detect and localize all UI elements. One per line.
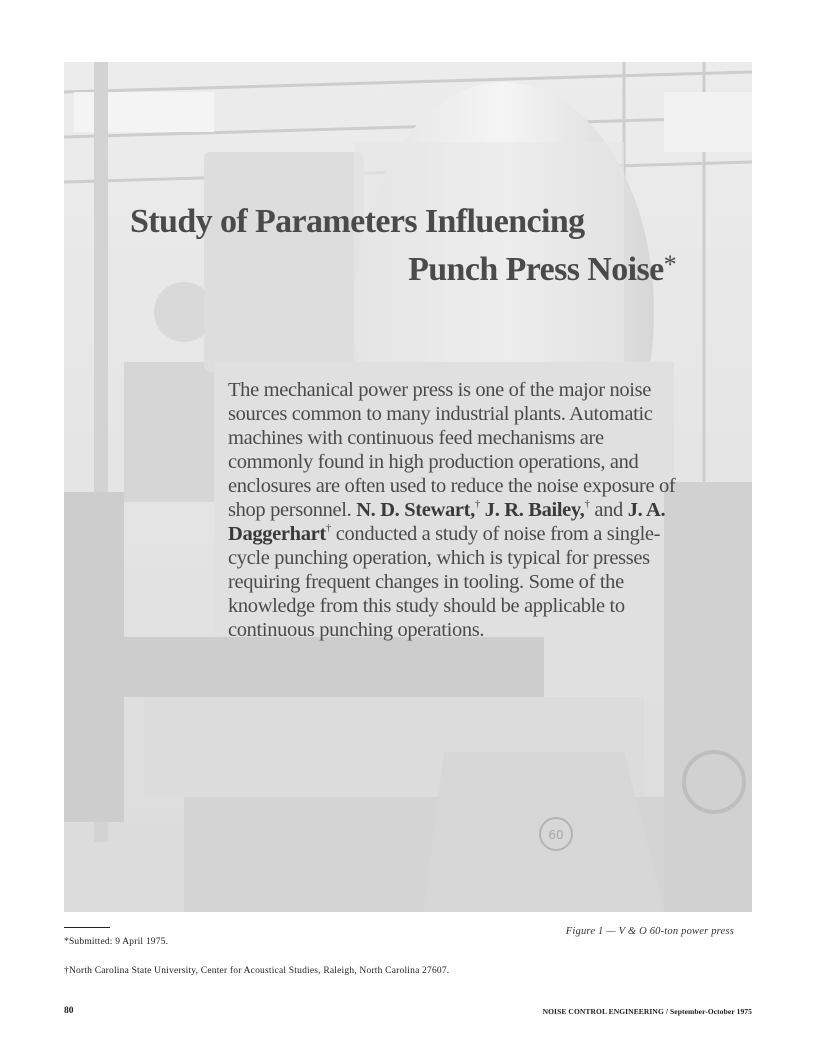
author-1-mark: † bbox=[474, 498, 481, 510]
abstract-text-2: conducted a study of noise from a single-cycle punching operation, which is typical for presses requiring frequent changes in tooling. Some of the knowledge from this study should be applicable to continuous punching operations. bbox=[228, 523, 661, 641]
footnote-affiliation: †North Carolina State University, Center for Acoustical Studies, Raleigh, North Carolina 27607. bbox=[64, 966, 450, 976]
press-badge: 60 bbox=[548, 828, 564, 842]
author-2-mark: † bbox=[584, 498, 590, 510]
page-number: 80 bbox=[64, 1006, 74, 1016]
abstract-text-1: The mechanical power press is one of the major noise sources common to many industrial plants. Automatic machines with continuous feed mechanisms are commonly found in high production operations, and enclosures are often used to reduce the noise exposure of shop personnel. bbox=[228, 379, 676, 521]
title-text-2: Punch Press Noise bbox=[408, 251, 664, 288]
footnote-rule bbox=[64, 927, 110, 928]
footnote-submitted: *Submitted: 9 April 1975. bbox=[64, 937, 169, 947]
author-3: J. A. Daggerhart bbox=[228, 499, 666, 545]
author-1: N. D. Stewart, bbox=[356, 499, 475, 521]
figure-caption: Figure 1 — V & O 60-ton power press bbox=[565, 926, 734, 937]
abstract-and: and bbox=[589, 499, 628, 521]
abstract-paragraph bbox=[228, 378, 676, 642]
title-line-1: Study of Parameters Influencing bbox=[130, 203, 585, 240]
author-3-mark: † bbox=[325, 522, 331, 534]
running-head: NOISE CONTROL ENGINEERING / September-October 1975 bbox=[542, 1007, 752, 1016]
title-footnote-mark: * bbox=[663, 250, 676, 279]
title-line-2 bbox=[70, 243, 676, 291]
author-2: J. R. Bailey, bbox=[480, 499, 585, 521]
article-title bbox=[70, 200, 676, 291]
